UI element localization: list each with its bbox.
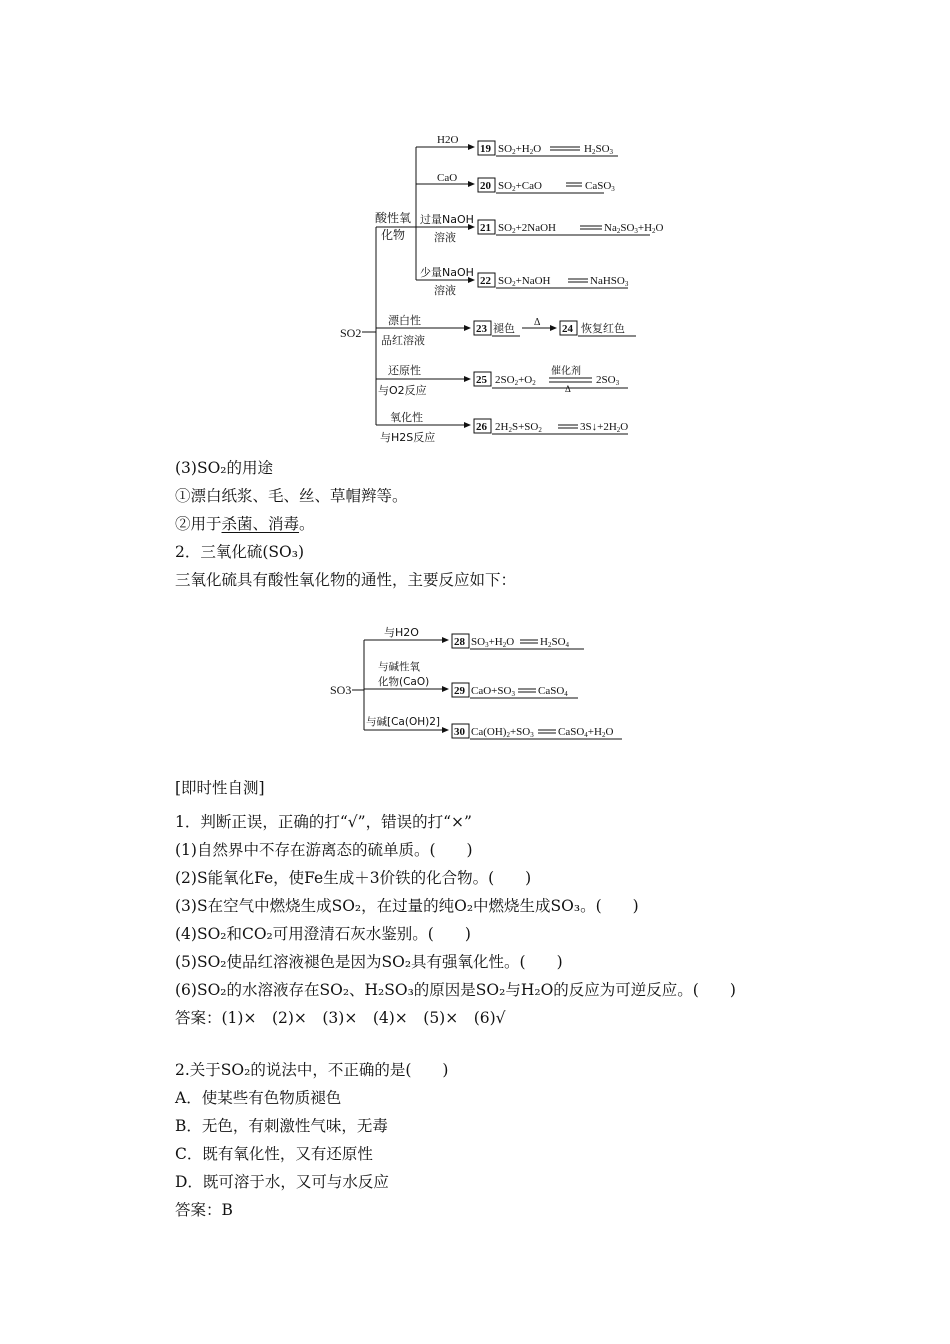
- blank-number-19: 19: [480, 143, 491, 155]
- bleaching-label: 漂白性: [388, 314, 421, 327]
- so3-equation-29: CaO+SO3 CaSO4: [471, 685, 568, 698]
- question-2-option-b: B．无色，有刺激性气味，无毒: [175, 1117, 388, 1135]
- reagent-excess-naoh: 过量NaOH: [420, 213, 474, 226]
- so2-use-2: [175, 514, 315, 534]
- equation-21: SO2+2NaOH Na2SO3+H2O: [498, 222, 664, 235]
- so3-equation-30: Ca(OH)2+SO3 CaSO4+H2O: [471, 726, 614, 739]
- reagent-less-naoh: 少量NaOH: [420, 266, 474, 279]
- so3-reagent-basic-oxide-2: 化物(CaO): [378, 676, 430, 688]
- blank-number-23: 23: [476, 323, 487, 335]
- so3-intro: 三氧化硫具有酸性氧化物的通性，主要反应如下：: [175, 571, 517, 589]
- equation-26: 2H2S+SO2 3S↓+2H2O: [495, 421, 629, 434]
- question-2-option-a: A．使某些有色物质褪色: [175, 1089, 342, 1107]
- so3-blank-number-30: 30: [454, 726, 465, 738]
- blank-number-25: 25: [476, 374, 487, 386]
- question-1-title: 1．判断正误，正确的打“√”，错误的打“×”: [175, 813, 472, 831]
- so2-use-1: ①漂白纸浆、毛、丝、草帽辫等。: [175, 487, 408, 505]
- so3-reaction-diagram: [320, 620, 630, 740]
- question-1-item-5: (5)SO₂使品红溶液褪色是因为SO₂具有强氧化性。( ): [175, 953, 563, 971]
- question-1-item-3: (3)S在空气中燃烧生成SO₂，在过量的纯O₂中燃烧生成SO₃。( ): [175, 897, 639, 915]
- so3-reagent-basic-oxide: 与碱性氧: [378, 661, 420, 673]
- question-1-answer: 答案：(1)× (2)× (3)× (4)× (5)× (6)√: [175, 1009, 506, 1027]
- condition-heat-23: Δ: [534, 317, 541, 328]
- selftest-title: [即时性自测]: [175, 779, 265, 797]
- question-1-item-4: (4)SO₂和CO₂可用澄清石灰水鉴别。( ): [175, 925, 471, 943]
- equation-19: SO2+H2O H2SO3: [498, 143, 614, 156]
- acidic-oxide-label-1: 酸性氧: [375, 211, 412, 225]
- section-so2-uses-title: (3)SO₂的用途: [175, 459, 273, 477]
- section-so3-title: 2．三氧化硫(SO₃): [175, 543, 304, 561]
- so2-use-2-suffix: 。: [299, 515, 315, 533]
- reagent-less-naoh-solution: 溶液: [434, 284, 456, 297]
- catalyst-label: 催化剂: [551, 366, 581, 377]
- so2-reaction-diagram: [330, 128, 664, 450]
- equation-25: 2SO2+O2 2SO3: [495, 374, 620, 387]
- question-1-item-2: (2)S能氧化Fe，使Fe生成＋3价铁的化合物。( ): [175, 869, 532, 887]
- so3-root-label: SO3: [330, 683, 352, 697]
- acidic-oxide-label-2: 化物: [381, 228, 406, 242]
- question-2-title: 2.关于SO₂的说法中，不正确的是( ): [175, 1061, 449, 1079]
- result-fade: 褪色: [493, 322, 515, 335]
- so2-use-2-underlined: 杀菌、消毒: [221, 515, 300, 533]
- reagent-h2o: H2O: [437, 134, 459, 146]
- magenta-solution-label: 品红溶液: [381, 334, 425, 347]
- result-restore-red: 恢复红色: [581, 322, 625, 335]
- blank-number-21: 21: [480, 222, 491, 234]
- reagent-cao: CaO: [437, 172, 458, 184]
- so3-blank-number-28: 28: [454, 636, 465, 648]
- react-o2-label: 与O2反应: [378, 384, 427, 397]
- question-2-option-c: C．既有氧化性，又有还原性: [175, 1145, 373, 1163]
- question-2-answer: 答案：B: [175, 1201, 233, 1219]
- reagent-excess-naoh-solution: 溶液: [434, 231, 456, 244]
- so3-equation-28: SO3+H2O H2SO4: [471, 636, 570, 649]
- blank-number-22: 22: [480, 275, 491, 287]
- blank-number-26: 26: [476, 421, 487, 433]
- question-1-item-1: (1)自然界中不存在游离态的硫单质。( ): [175, 841, 473, 859]
- question-2-option-d: D．既可溶于水，又可与水反应: [175, 1173, 389, 1191]
- so3-reagent-h2o: 与H2O: [384, 626, 419, 639]
- heat-label-25: Δ: [565, 384, 571, 394]
- so2-root-label: SO2: [340, 326, 362, 340]
- reducibility-label: 还原性: [388, 364, 421, 377]
- react-h2s-label: 与H2S反应: [380, 431, 436, 444]
- equation-20: SO2+CaO CaSO3: [498, 180, 615, 193]
- so2-use-2-prefix: ②用于: [175, 515, 222, 533]
- oxidizability-label: 氧化性: [390, 411, 423, 424]
- blank-number-24: 24: [562, 323, 573, 335]
- so3-reagent-base: 与碱[Ca(OH)2]: [366, 716, 440, 728]
- so3-blank-number-29: 29: [454, 685, 465, 697]
- equation-22: SO2+NaOH NaHSO3: [498, 275, 629, 288]
- question-1-item-6: (6)SO₂的水溶液存在SO₂、H₂SO₃的原因是SO₂与H₂O的反应为可逆反应。( ): [175, 981, 736, 999]
- blank-number-20: 20: [480, 180, 491, 192]
